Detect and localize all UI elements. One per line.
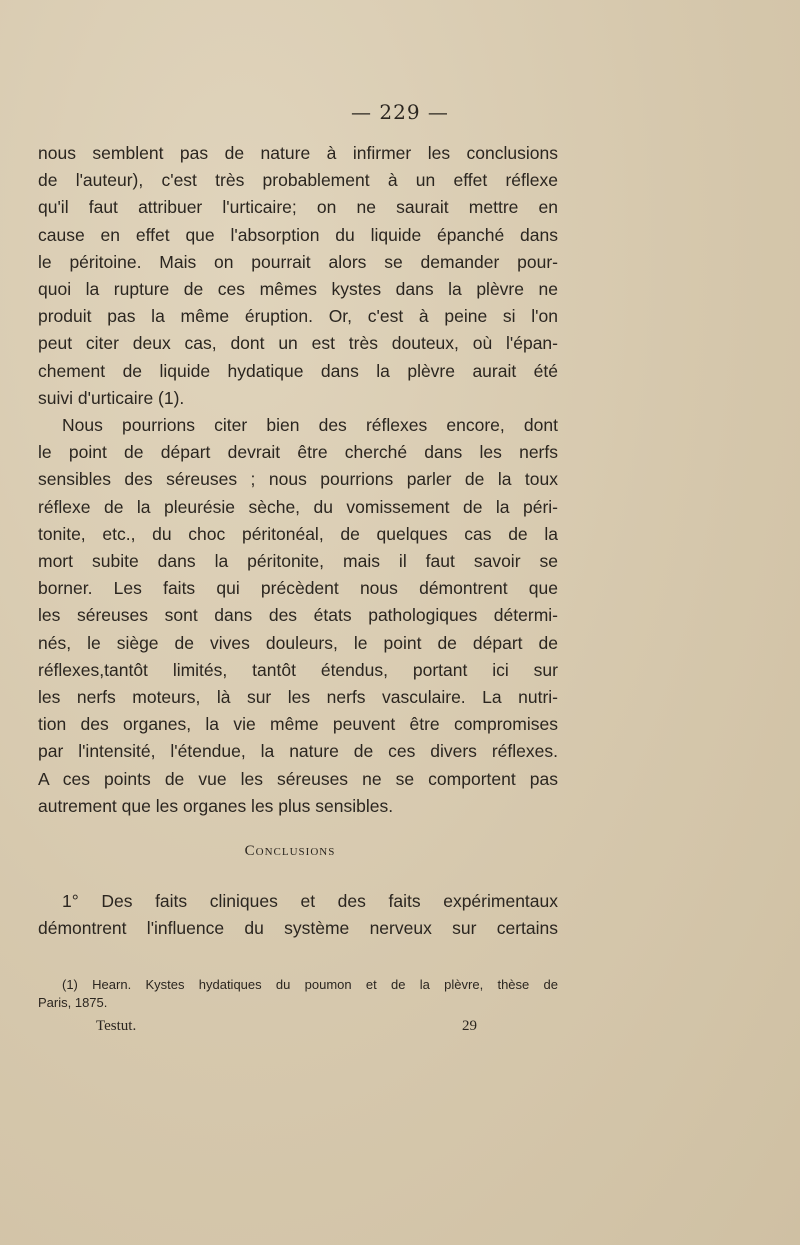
text-line: 1° Des faits cliniques et des faits expérimentaux — [62, 891, 558, 911]
text-line: quoi la rupture de ces mêmes kystes dans la plèvre ne — [38, 279, 558, 300]
signature-number: 29 — [462, 1018, 477, 1034]
text-line: A ces points de vue les séreuses ne se comportent pas — [38, 768, 558, 789]
text-line: qu'il faut attribuer l'urticaire; on ne saurait mettre en — [38, 197, 558, 218]
footnote-line: Paris, 1875. — [38, 995, 108, 1010]
footnote — [38, 976, 558, 1012]
text-line: réflexe de la pleurésie sèche, du vomissement de la péri- — [38, 496, 558, 517]
text-line: autrement que les organes les plus sensibles. — [38, 795, 394, 816]
text-line: sensibles des séreuses ; nous pourrions parler de la toux — [38, 469, 558, 490]
text-line: tion des organes, la vie même peuvent être compromises — [38, 714, 558, 735]
text-line: nous semblent pas de nature à infirmer les conclusions — [38, 143, 558, 163]
text-line: suivi d'urticaire (1). — [38, 387, 185, 408]
section-title: Conclusions — [244, 843, 336, 859]
text-line: chement de liquide hydatique dans la plèvre aurait été — [38, 360, 558, 381]
text-line: peut citer deux cas, dont un est très douteux, où l'épan- — [38, 333, 558, 354]
text-line: de l'auteur), c'est très probablement à un effet réflexe — [38, 170, 558, 191]
text-line: le péritoine. Mais on pourrait alors se demander pour- — [38, 251, 558, 272]
text-line: cause en effet que l'absorption du liquide épanché dans — [38, 224, 558, 245]
text-line: produit pas la même éruption. Or, c'est à peine si l'on — [38, 306, 558, 327]
text-line: mort subite dans la péritonite, mais il faut savoir se — [38, 551, 558, 572]
text-line: les séreuses sont dans des états pathologiques détermi- — [38, 605, 558, 626]
conclusions-text — [38, 888, 558, 942]
text-line: nés, le siège de vives douleurs, le point de départ de — [38, 632, 558, 653]
text-line: le point de départ devrait être cherché dans les nerfs — [38, 442, 558, 463]
text-line: par l'intensité, l'étendue, la nature de ces divers réflexes. — [38, 741, 558, 762]
text-line: les nerfs moteurs, là sur les nerfs vasculaire. La nutri- — [38, 687, 558, 708]
signature-author: Testut. — [96, 1018, 137, 1034]
text-line: démontrent l'influence du système nerveux sur certains — [38, 918, 558, 939]
footnote-line: (1) Hearn. Kystes hydatiques du poumon et de la plèvre, thèse de — [62, 977, 558, 992]
text-line: Nous pourrions citer bien des réflexes encore, dont — [62, 415, 558, 436]
body-text — [38, 140, 558, 820]
text-line: réflexes,tantôt limités, tantôt étendus, portant ici sur — [38, 659, 558, 680]
text-line: borner. Les faits qui précèdent nous démontrent que — [38, 578, 558, 599]
text-line: tonite, etc., du choc péritonéal, de quelques cas de la — [38, 523, 558, 544]
page-number: — 229 — — [351, 100, 449, 124]
